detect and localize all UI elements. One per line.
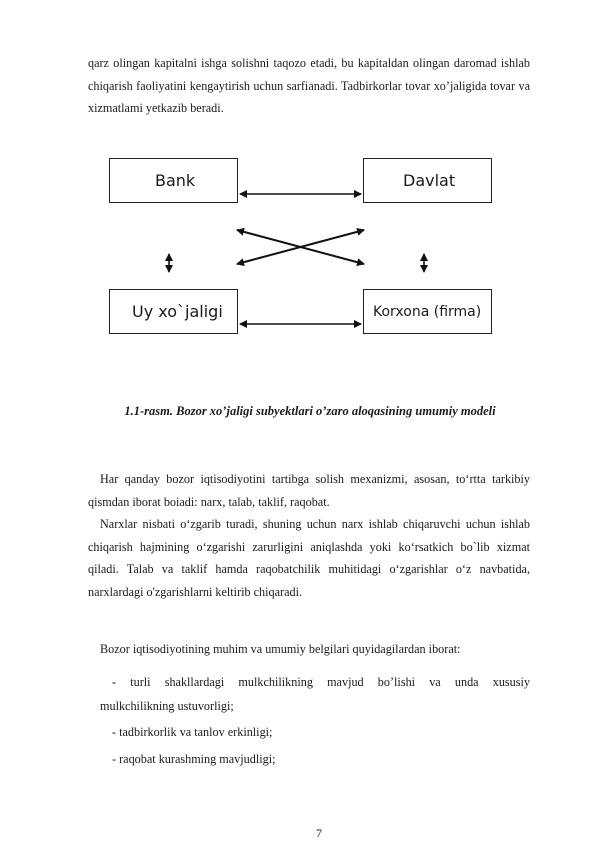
bullet-ownership-continued: mulkchilikning ustuvorligi; [100,699,234,713]
node-bank [109,158,238,203]
node-korxona-label: Korxona (firma) [373,303,482,320]
bullet-ownership: - turli shakllardagi mulkchilikning mavjud bo’lishi va unda xususiy [112,675,530,689]
node-bank-label: Bank [155,171,196,190]
figure-caption: 1.1-rasm. Bozor xo’jaligi subyektlari o’zaro aloqasining umumiy modeli [124,404,496,418]
node-uy-xojaligi [109,289,238,334]
node-uy-label: Uy xo`jaligi [132,302,223,321]
intro-paragraph: qarz olingan kapitalni ishga solishni taqozo etadi, bu kapitaldan olingan daromad ishlab chiqarish faoliyatini kengaytirish uchun sarfianadi. Tadbirkorlar tovar xo’jaligida tovar va xizmatlami yetkazib beradi. [88,56,530,116]
node-davlat-label: Davlat [403,171,456,190]
page-number: 7 [316,826,322,840]
paragraph-features-intro: Bozor iqtisodiyotining muhim va umumiy belgilari quyidagilardan iborat: [100,642,461,656]
bullet-competition: - raqobat kurashming mavjudligi; [112,752,276,766]
bullet-entrepreneurship: - tadbirkorlik va tanlov erkinligi; [112,725,273,739]
paragraph-mechanism: Har qanday bozor iqtisodiyotini tartibga solish mexanizmi, asosan, to‘rtta tarkibiy qismdan iborat boiadi: narx, talab, taklif, raqobat. [88,472,530,509]
node-davlat [363,158,492,203]
node-korxona [363,289,492,334]
paragraph-prices: Narxlar nisbati o‘zgarib turadi, shuning uchun narx ishlab chiqaruvchi uchun ishlab chiqarish hajmining o‘zgarishi zarurligini aniqlashda yoki ko‘rsatkich bo`lib xizmat qiladi. Talab va taklif hamda raqobatchilik muhitidagi o‘zgarishlar o‘z navbatida, narxlardagi o'zgarishlarni keltirib chiqaradi. [88,517,530,599]
